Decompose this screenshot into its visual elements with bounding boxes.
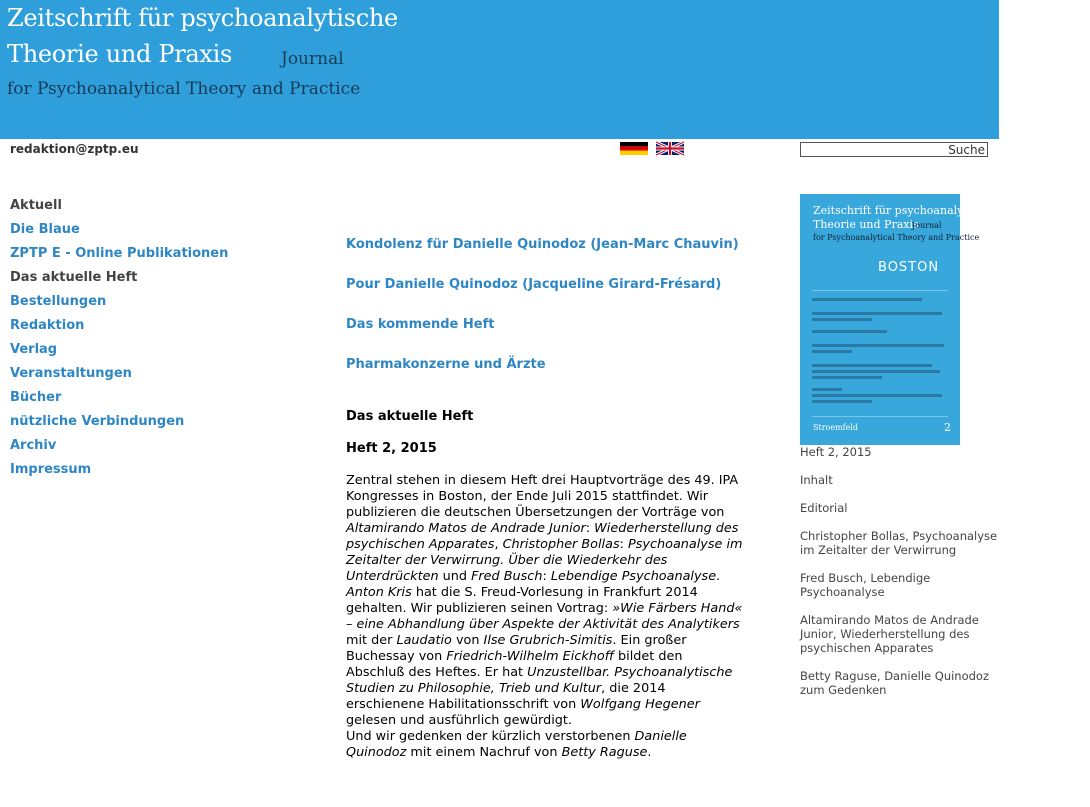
nav-item-veranstaltungen[interactable]: Veranstaltungen bbox=[10, 366, 132, 381]
news-link-pharmakonzerne[interactable]: Pharmakonzerne und Ärzte bbox=[346, 357, 546, 372]
cover-toc-line bbox=[812, 400, 872, 403]
cover-issue-title: BOSTON bbox=[878, 260, 940, 275]
body-work-title: Unzustellbar. Psychoanalytische Studien zu Philosophie, Trieb und Kultur bbox=[346, 665, 733, 696]
site-header bbox=[0, 0, 999, 139]
cover-toc-line bbox=[812, 376, 882, 379]
contents-link-busch[interactable]: Fred Busch, Lebendige Psychoanalyse bbox=[800, 571, 931, 599]
body-text: Zentral stehen in diesem Heft drei Hauptvorträge des 49. IPA Kongresses in Boston, der Ende Juli 2015 stattfindet. Wir publizieren die deutschen Übersetzungen der Vorträge von bbox=[346, 473, 739, 520]
issue-description bbox=[346, 473, 744, 761]
nav-item-aktuelles-heft[interactable]: Das aktuelle Heft bbox=[10, 270, 138, 285]
body-text: gelesen und ausführlich gewürdigt. bbox=[346, 713, 572, 728]
body-author: Altamirando Matos de Andrade Junior bbox=[346, 521, 586, 536]
cover-toc-line bbox=[812, 350, 852, 353]
body-text: mit einem Nachruf von bbox=[406, 745, 562, 760]
contents-link-editorial[interactable]: Editorial bbox=[800, 501, 848, 515]
main-navigation bbox=[10, 198, 228, 486]
cover-journal-label: Journal bbox=[912, 221, 942, 230]
body-author: Friedrich-Wilhelm Eickhoff bbox=[446, 649, 614, 664]
news-link-kommende-heft[interactable]: Das kommende Heft bbox=[346, 317, 495, 332]
cover-publisher: Stroemfeld bbox=[813, 423, 859, 432]
body-text: bildet den Abschluß des Heftes. Er hat bbox=[346, 649, 683, 680]
cover-toc-line bbox=[812, 298, 922, 301]
contents-link-bollas[interactable]: Christopher Bollas, Psychoanalyse im Zeitalter der Verwirrung bbox=[800, 529, 998, 557]
contents-link-matos[interactable]: Altamirando Matos de Andrade Junior, Wiederherstellung des psychischen Apparates bbox=[800, 613, 979, 655]
nav-item-verlag[interactable]: Verlag bbox=[10, 342, 58, 357]
contents-link-inhalt[interactable]: Inhalt bbox=[800, 473, 833, 487]
body-author: Fred Busch bbox=[471, 569, 543, 584]
nav-item-bestellungen[interactable]: Bestellungen bbox=[10, 294, 107, 309]
cover-toc-line bbox=[812, 394, 942, 397]
cover-toc-line bbox=[812, 330, 887, 333]
cover-subtitle: for Psychoanalytical Theory and Practice bbox=[813, 233, 980, 242]
header-subtitle: for Psychoanalytical Theory and Practice bbox=[7, 79, 361, 99]
body-text: und bbox=[438, 569, 472, 584]
section-title: Das aktuelle Heft bbox=[346, 409, 474, 424]
body-text: , bbox=[494, 537, 503, 552]
body-text: . bbox=[647, 745, 652, 760]
nav-item-zptp-e[interactable]: ZPTP E - Online Publikationen bbox=[10, 246, 229, 261]
body-text: : bbox=[542, 569, 551, 584]
body-author: Anton Kris bbox=[346, 585, 412, 600]
uk-flag-icon[interactable] bbox=[656, 142, 684, 155]
cover-divider bbox=[812, 290, 948, 291]
body-author: Wolfgang Hegener bbox=[580, 697, 700, 712]
contents-link-raguse[interactable]: Betty Raguse, Danielle Quinodoz zum Gedenken bbox=[800, 669, 990, 697]
body-text: Und wir gedenken der kürzlich verstorbenen bbox=[346, 729, 635, 744]
body-author: Ilse Grubrich-Simitis bbox=[483, 633, 613, 648]
nav-item-archiv[interactable]: Archiv bbox=[10, 438, 57, 453]
body-author: Danielle Quinodoz bbox=[346, 729, 687, 760]
body-text: : bbox=[585, 521, 595, 536]
cover-toc-line bbox=[812, 344, 944, 347]
body-work-title: »Wie Färbers Hand« – eine Abhandlung über Aspekte der Aktivität des Analytikers bbox=[346, 601, 743, 632]
body-text: hat die S. Freud-Vorlesung in Frankfurt 2014 gehalten. Wir publizieren seinen Vortrag: bbox=[346, 585, 698, 616]
cover-toc-line bbox=[812, 364, 932, 367]
cover-title-line-2: Theorie und Praxis bbox=[813, 218, 919, 231]
body-text: : bbox=[619, 537, 629, 552]
issue-contents-list bbox=[800, 473, 1000, 711]
cover-toc-line bbox=[812, 312, 942, 315]
header-journal-label: Journal bbox=[281, 49, 344, 69]
german-flag-icon[interactable] bbox=[620, 142, 648, 155]
body-author: Christopher Bollas bbox=[502, 537, 620, 552]
nav-item-verbindungen[interactable]: nützliche Verbindungen bbox=[10, 414, 185, 429]
cover-issue-number: 2 bbox=[944, 421, 951, 434]
search-input[interactable] bbox=[800, 142, 988, 157]
body-text: . Ein großer Buchessay von bbox=[346, 633, 687, 664]
body-text: von bbox=[451, 633, 484, 648]
issue-title: Heft 2, 2015 bbox=[346, 441, 437, 456]
nav-item-die-blaue[interactable]: Die Blaue bbox=[10, 222, 80, 237]
cover-toc-line bbox=[812, 370, 940, 373]
body-text: mit der bbox=[346, 633, 397, 648]
nav-item-impressum[interactable]: Impressum bbox=[10, 462, 92, 477]
cover-toc-line bbox=[812, 388, 842, 391]
body-text: , die 2014 erschienene Habilitationsschrift von bbox=[346, 681, 666, 712]
cover-toc-line bbox=[812, 318, 872, 321]
body-text: . bbox=[716, 569, 721, 584]
search-button-label[interactable]: Suche bbox=[948, 143, 985, 157]
header-title-line-1: Zeitschrift für psychoanalytische bbox=[7, 4, 398, 32]
header-title-line-2: Theorie und Praxis bbox=[7, 40, 233, 68]
cover-divider bbox=[812, 416, 948, 417]
body-work-title: Laudatio bbox=[396, 633, 452, 648]
news-links bbox=[346, 237, 739, 397]
nav-item-aktuell[interactable]: Aktuell bbox=[10, 198, 62, 213]
nav-item-redaktion[interactable]: Redaktion bbox=[10, 318, 85, 333]
body-work-title: Wiederherstellung des psychischen Apparates bbox=[346, 521, 739, 552]
body-author: Betty Raguse bbox=[561, 745, 648, 760]
body-work-title: Psychoanalyse im Zeitalter der Verwirrung. Über die Wiederkehr des Unterdrückten bbox=[346, 537, 743, 584]
news-link-pour-danielle[interactable]: Pour Danielle Quinodoz (Jacqueline Girard-Frésard) bbox=[346, 277, 722, 292]
news-link-kondolenz[interactable]: Kondolenz für Danielle Quinodoz (Jean-Marc Chauvin) bbox=[346, 237, 739, 252]
contact-email[interactable]: redaktion@zptp.eu bbox=[10, 142, 139, 156]
nav-item-buecher[interactable]: Bücher bbox=[10, 390, 62, 405]
issue-cover-image[interactable] bbox=[800, 194, 997, 445]
cover-caption: Heft 2, 2015 bbox=[800, 445, 872, 459]
body-work-title: Lebendige Psychoanalyse bbox=[550, 569, 717, 584]
cover-title-line-1: Zeitschrift für psychoanalytische bbox=[813, 204, 997, 217]
